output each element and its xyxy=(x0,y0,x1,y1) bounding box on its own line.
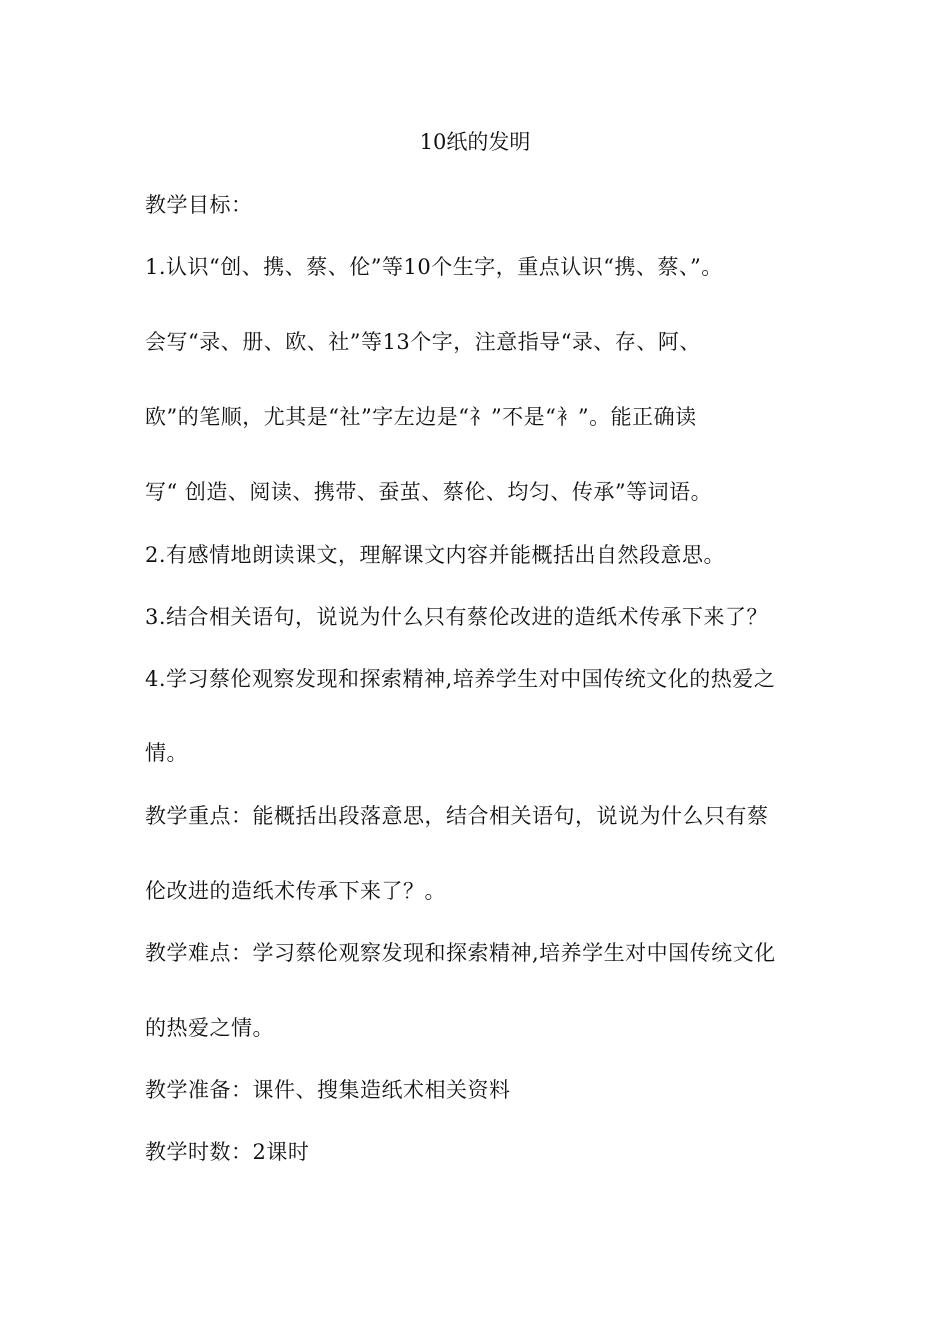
key-points-line-2: 伦改进的造纸术传承下来了？。 xyxy=(145,879,446,903)
objective-1-line-4: 写“ 创造、阅读、携带、蚕茧、蔡伦、均匀、传承”等词语。 xyxy=(145,480,713,504)
objective-2: 2.有感情地朗读课文，理解课文内容并能概括出自然段意思。 xyxy=(145,543,726,567)
objective-4-line-2: 情。 xyxy=(145,741,188,765)
section-heading-objectives: 教学目标： xyxy=(145,193,253,217)
difficulties-line-1: 教学难点：学习蔡伦观察发现和探索精神,培养学生对中国传统文化 xyxy=(145,941,776,965)
objective-1-line-3: 欧”的笔顺，尤其是“社”字左边是“礻”不是“衤”。能正确读 xyxy=(145,405,697,429)
document-title: 10纸的发明 xyxy=(419,130,531,154)
key-points-line-1: 教学重点：能概括出段落意思，结合相关语句，说说为什么只有蔡 xyxy=(145,804,769,828)
objective-1-line-2: 会写“录、册、欧、社”等13个字，注意指导“录、存、阿、 xyxy=(145,330,701,354)
class-hours: 教学时数：2课时 xyxy=(145,1140,310,1164)
objective-3: 3.结合相关语句，说说为什么只有蔡伦改进的造纸术传承下来了？ xyxy=(145,605,769,629)
difficulties-line-2: 的热爱之情。 xyxy=(145,1016,274,1040)
objective-4-line-1: 4.学习蔡伦观察发现和探索精神,培养学生对中国传统文化的热爱之 xyxy=(145,667,776,691)
preparation: 教学准备：课件、搜集造纸术相关资料 xyxy=(145,1078,511,1102)
objective-1-line-1: 1.认识“创、携、蔡、伦”等10个生字，重点认识“携、蔡、”。 xyxy=(145,255,723,279)
